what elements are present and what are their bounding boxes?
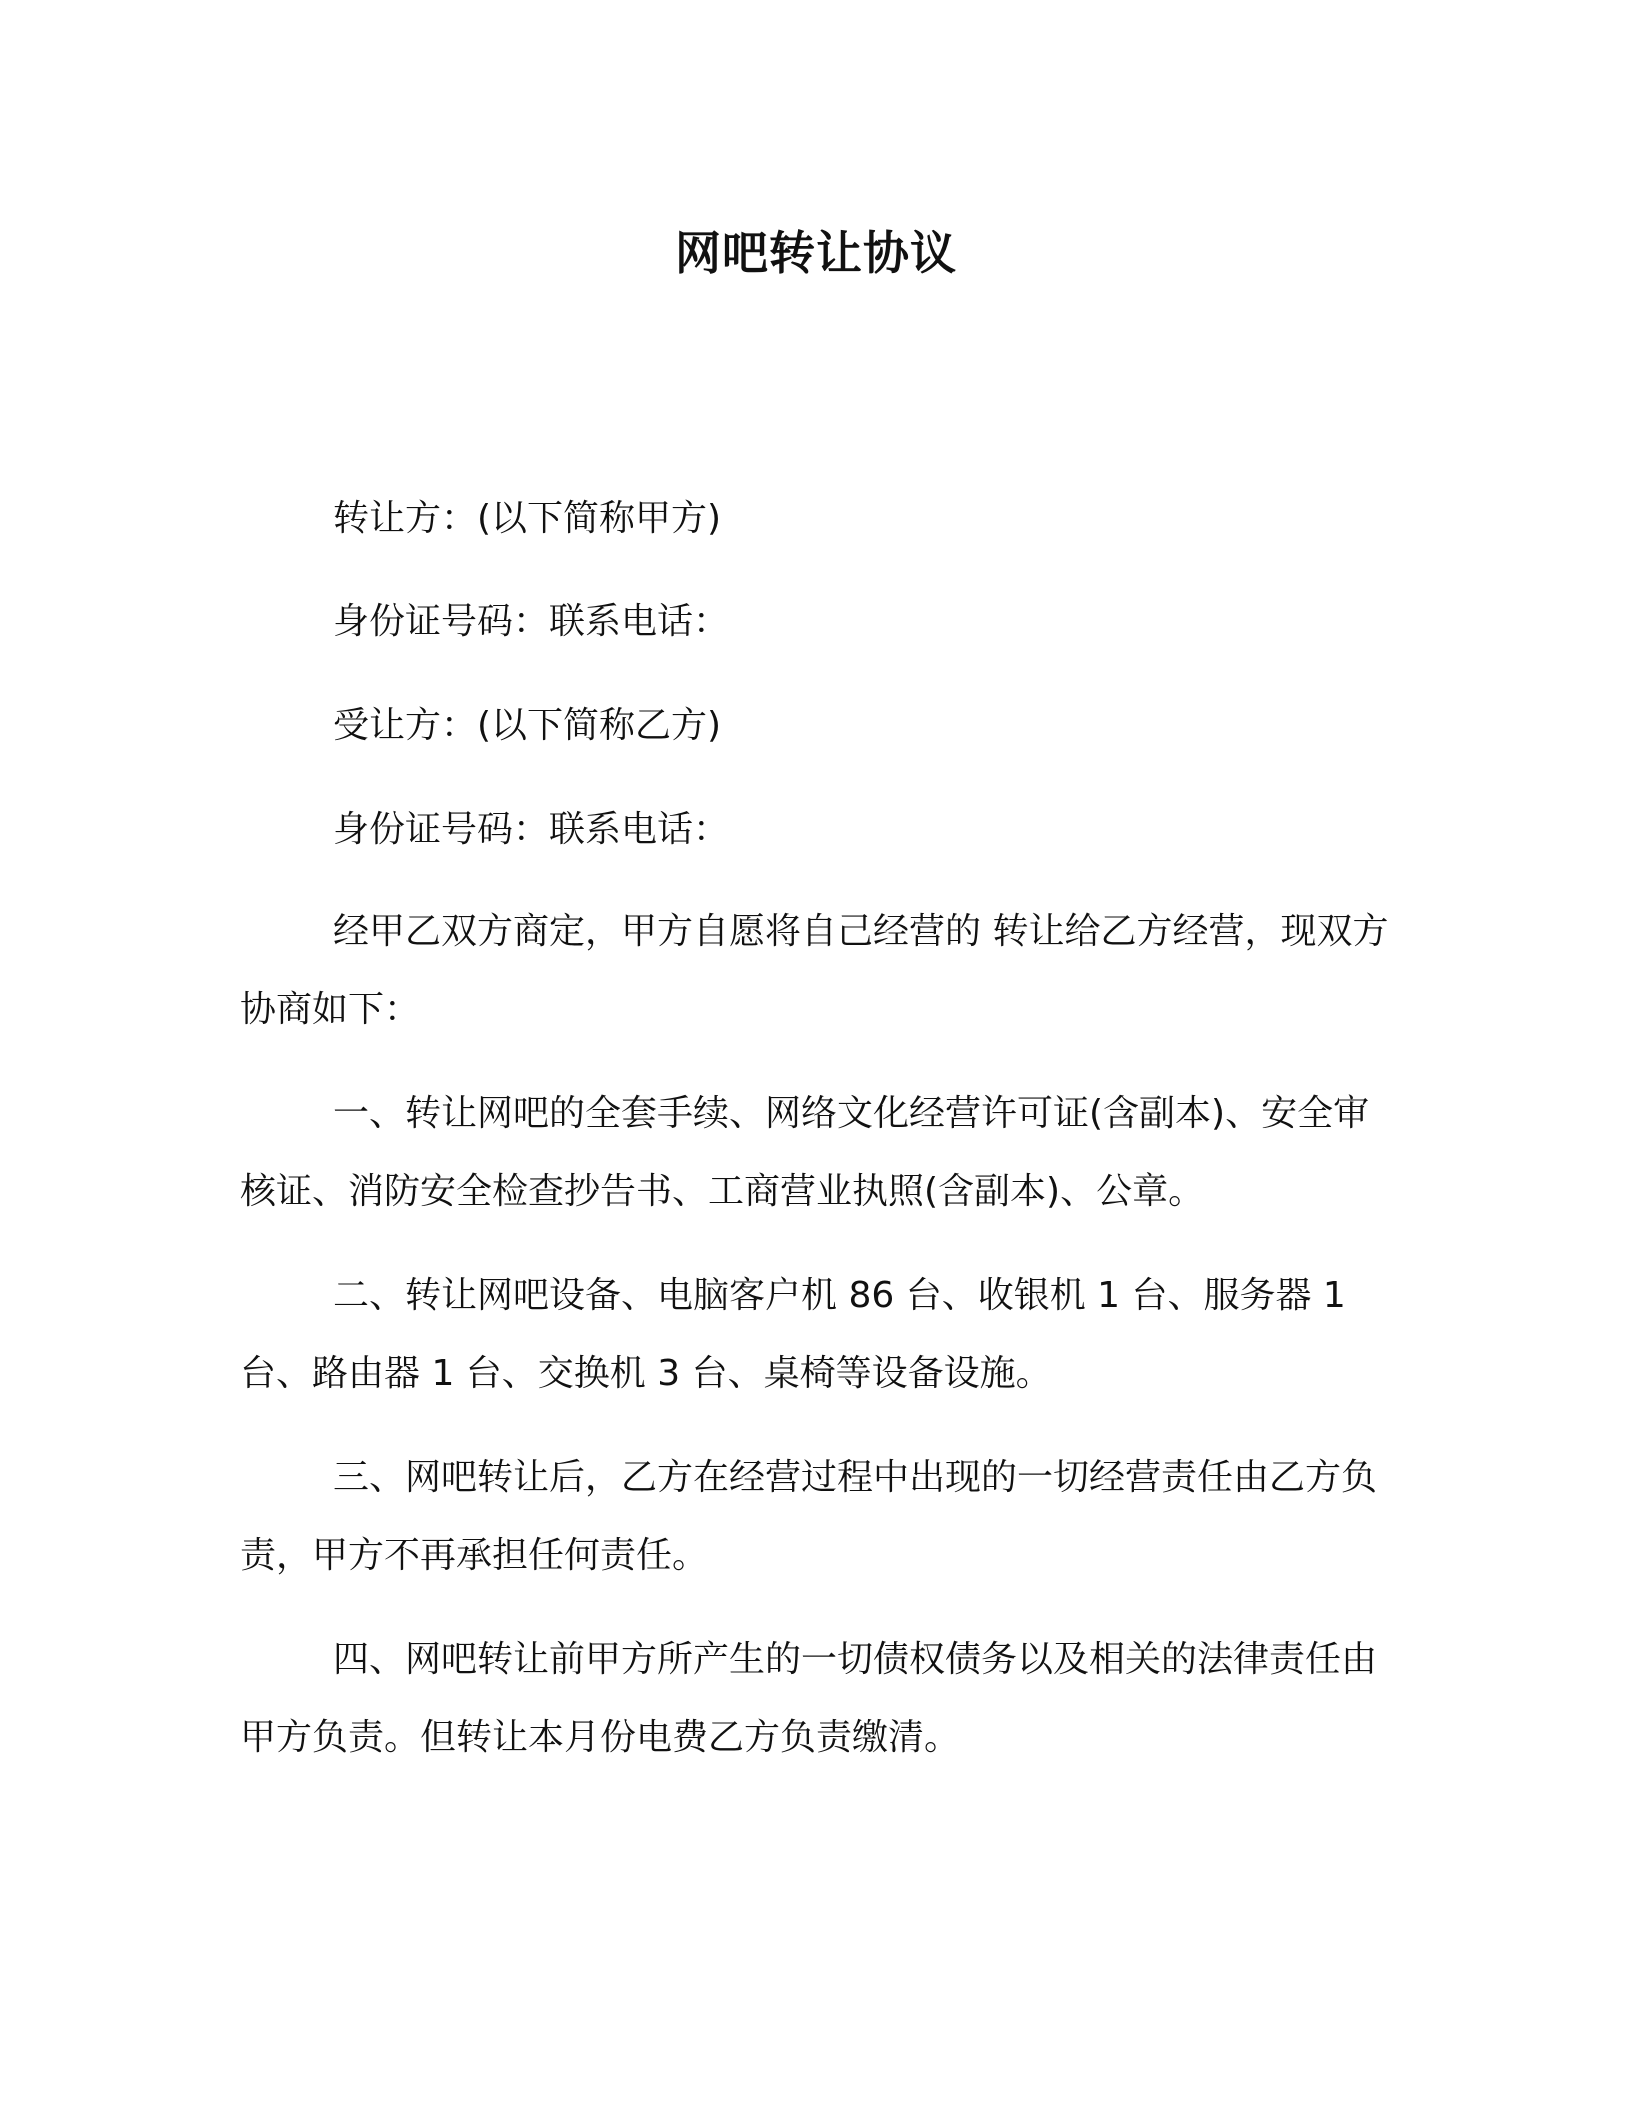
transferor-line: 转让方：(以下简称甲方) [333,498,722,539]
clause-2-text: 二、转让网吧设备、电脑客户机 86 台、收银机 1 台、服务器 1 台、路由器 1 台、交换机 3 台、桌椅等设备设施。 [240,1275,1346,1394]
clause-4-text: 四、网吧转让前甲方所产生的一切债权债务以及相关的法律责任由甲方负责。但转让本月份电费乙方负责缴清。 [240,1639,1378,1758]
transferor-id-line: 身份证号码：联系电话： [333,601,730,642]
clause-1 [240,1075,1390,1231]
clause-4 [240,1621,1390,1777]
document-title: 网吧转让协议 [675,226,957,280]
clause-3-text: 三、网吧转让后，乙方在经营过程中出现的一切经营责任由乙方负责，甲方不再承担任何责任。 [240,1457,1378,1576]
clause-1-text: 一、转让网吧的全套手续、网络文化经营许可证(含副本)、安全审核证、消防安全检查抄告书、工商营业执照(含副本)、公章。 [240,1093,1370,1212]
clause-3 [240,1439,1390,1595]
transferee-id-line: 身份证号码：联系电话： [333,809,730,850]
clause-2 [240,1257,1390,1413]
intro-text: 经甲乙双方商定，甲方自愿将自己经营的 转让给乙方经营，现双方协商如下： [240,911,1389,1030]
intro-paragraph [240,893,1390,1049]
transferee-line: 受让方：(以下简称乙方) [333,705,722,746]
